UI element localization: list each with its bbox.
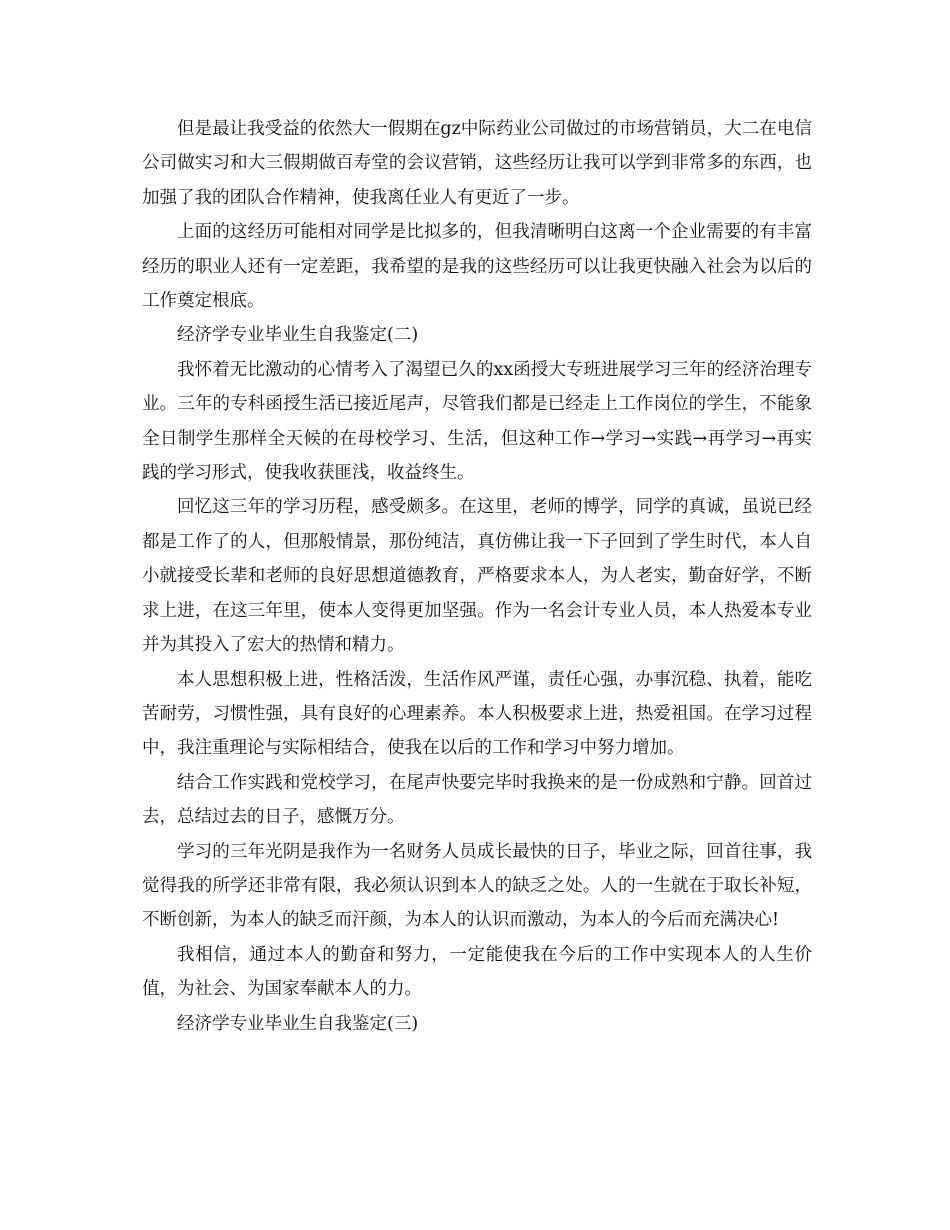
paragraph-5: 本人思想积极上进，性格活泼，生活作风严谨，责任心强，办事沉稳、执着，能吃苦耐劳，习惯性强，具有良好的心理素养。本人积极要求上进，热爱祖国。在学习过程中，我注重理论与实际相结合，使我在以后的工作和学习中努力增加。 (142, 669, 812, 759)
paragraph-3: 我怀着无比激动的心情考入了渴望已久的xx函授大专班进展学习三年的经济治理专业。三年的专科函授生活已接近尾声，尽管我们都是已经走上工作岗位的学生，不能象全日制学生那样全天候的在母校学习、生活，但这种工作→学习→实践→再学习→再实践的学习形式，使我收获匪浅，收益终生。 (142, 359, 812, 484)
document-page (142, 112, 812, 1041)
section-heading-3: 经济学专业毕业生自我鉴定(三) (177, 1013, 419, 1034)
paragraph-6: 结合工作实践和党校学习，在尾声快要完毕时我换来的是一份成熟和宁静。回首过去，总结过去的日子，感慨万分。 (142, 772, 812, 828)
paragraph-2: 上面的这经历可能相对同学是比拟多的，但我清晰明白这离一个企业需要的有丰富经历的职业人还有一定差距，我希望的是我的这些经历可以让我更快融入社会为以后的工作奠定根底。 (142, 222, 812, 312)
paragraph-7: 学习的三年光阴是我作为一名财务人员成长最快的日子，毕业之际，回首往事，我觉得我的所学还非常有限，我必须认识到本人的缺乏之处。人的一生就在于取长补短，不断创新，为本人的缺乏而汗颜，为本人的认识而激动，为本人的今后而充满决心! (142, 841, 812, 931)
paragraph-1: 但是最让我受益的依然大一假期在gz中际药业公司做过的市场营销员，大二在电信公司做实习和大三假期做百寿堂的会议营销，这些经历让我可以学到非常多的东西，也加强了我的团队合作精神，使我离任业人有更近了一步。 (142, 119, 812, 208)
section-heading-2: 经济学专业毕业生自我鉴定(二) (177, 325, 419, 346)
paragraph-4: 回忆这三年的学习历程，感受颇多。在这里，老师的博学，同学的真诚，虽说已经都是工作了的人，但那般情景，那份纯洁，真仿佛让我一下子回到了学生时代，本人自小就接受长辈和老师的良好思想道德教育，严格要求本人，为人老实，勤奋好学，不断求上进，在这三年里，使本人变得更加坚强。作为一名会计专业人员，本人热爱本专业并为其投入了宏大的热情和精力。 (142, 497, 812, 656)
paragraph-8: 我相信，通过本人的勤奋和努力，一定能使我在今后的工作中实现本人的人生价值，为社会、为国家奉献本人的力。 (142, 944, 812, 1000)
